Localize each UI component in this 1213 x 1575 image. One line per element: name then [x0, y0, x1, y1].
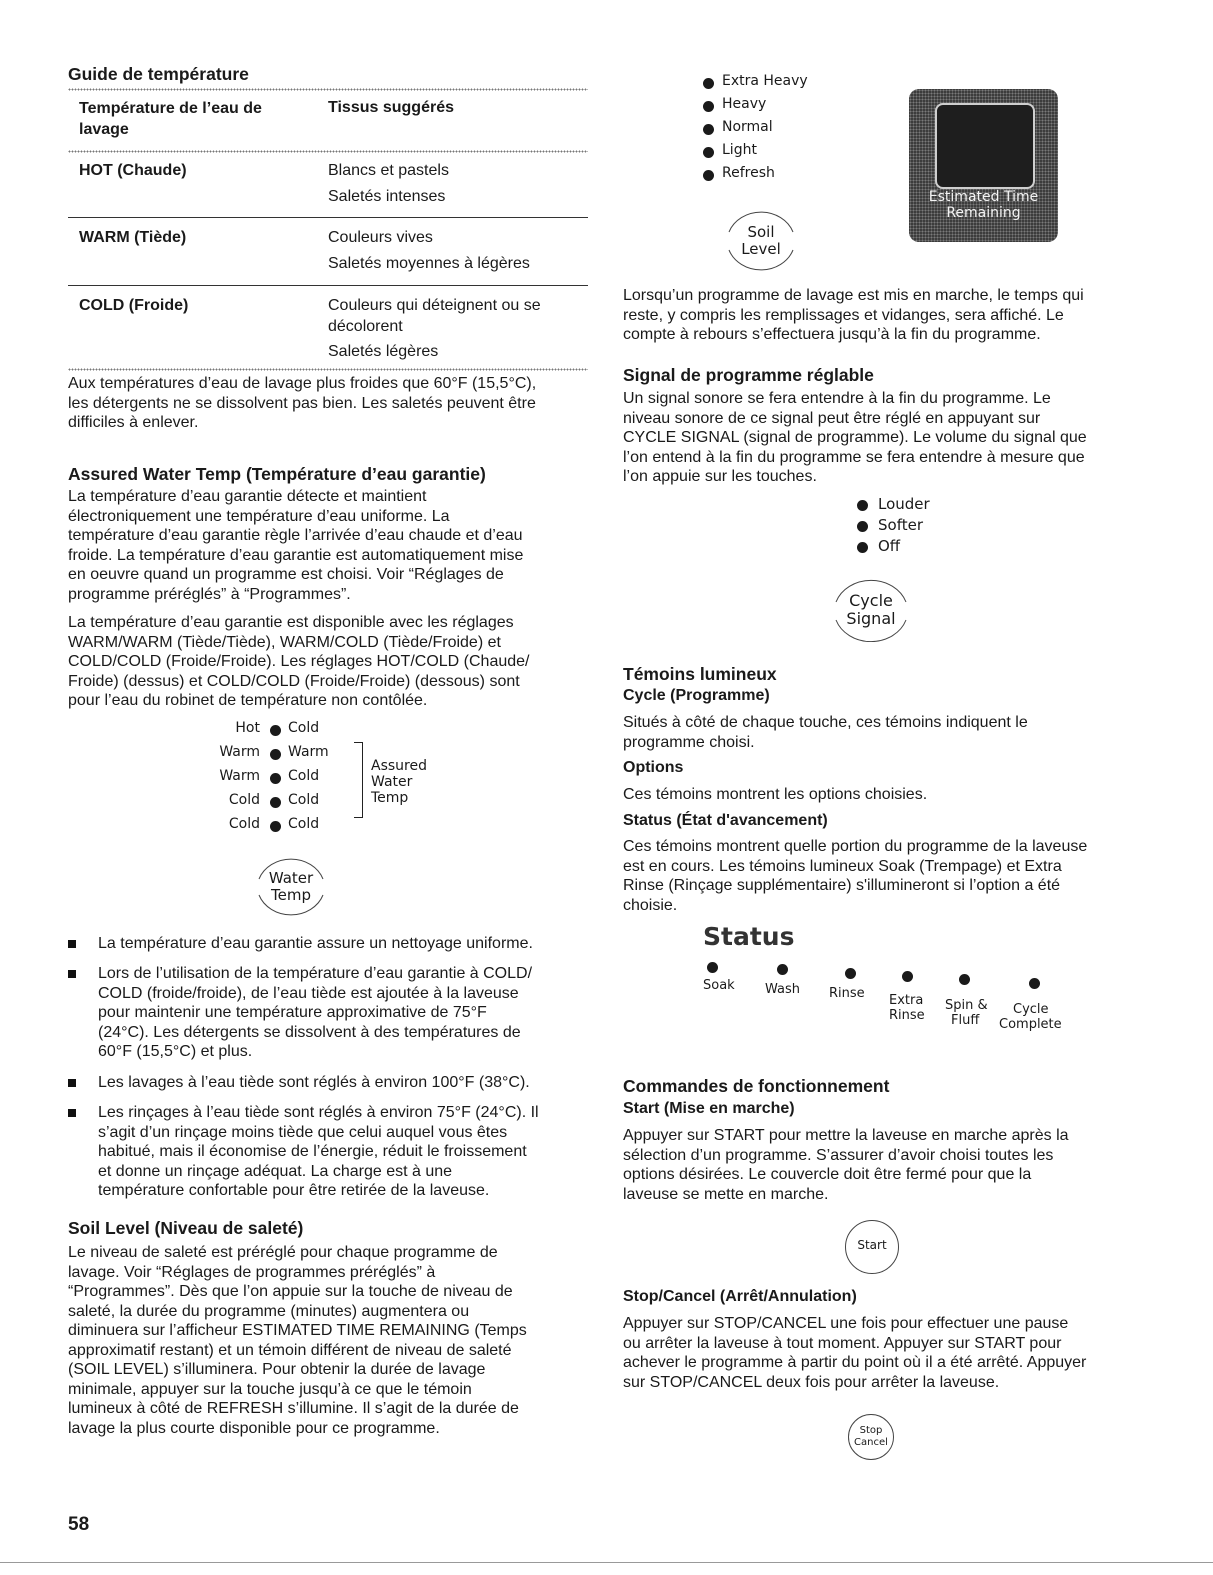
indicator-light	[845, 968, 856, 979]
temp-note: Aux températures d’eau de lavage plus froides que 60°F (15,5°C), les détergents ne se dissolvent pas bien. Les saletés peuvent être difficiles à enlever.	[68, 375, 537, 431]
fabric-line: Couleurs vives	[328, 229, 433, 246]
water-temp-button[interactable]	[251, 857, 331, 917]
indicator-light	[270, 725, 281, 736]
estimated-time-label: Estimated Time Remaining	[928, 189, 1039, 221]
temp-guide-title: Guide de température	[68, 64, 249, 84]
temp-option-top: Cold	[228, 792, 260, 808]
soil-level-button-label: Soil Level	[741, 223, 781, 258]
temp-cold: COLD (Froide)	[79, 297, 189, 314]
soil-level-button[interactable]	[721, 210, 801, 272]
indicator-light	[1029, 978, 1040, 989]
stop-subheading: Stop/Cancel (Arrêt/Annulation)	[623, 1288, 857, 1305]
bullet-marker	[68, 1109, 76, 1117]
indicator-light	[270, 797, 281, 808]
options-para: Ces témoins montrent les options choisies.	[623, 786, 928, 803]
start-button-label: Start	[857, 1238, 887, 1252]
signal-heading: Signal de programme réglable	[623, 365, 874, 385]
divider	[68, 88, 588, 91]
indicator-light	[777, 964, 788, 975]
indicator-light	[703, 147, 714, 158]
soil-heading: Soil Level (Niveau de saleté)	[68, 1218, 304, 1238]
stop-cancel-button-label: Stop Cancel	[854, 1425, 888, 1448]
temp-option-top: Warm	[219, 744, 260, 760]
indicator-light	[703, 124, 714, 135]
controls-heading: Commandes de fonctionnement	[623, 1076, 890, 1096]
estimated-time-display	[909, 89, 1058, 242]
fabric-line: Saletés moyennes à légères	[328, 255, 530, 272]
indicator-light	[270, 749, 281, 760]
temp-option-bottom: Cold	[288, 792, 320, 808]
start-button[interactable]	[845, 1220, 899, 1274]
cycle-signal-button-label: Cycle Signal	[846, 591, 896, 628]
status-para: Ces témoins montrent quelle portion du programme de la laveuse est en cours. Les témoins lumineux Soak (Trempage) et Extra Rinse (Rinçage supplémentaire) s'illumineront si l’option a été choisie.	[623, 838, 1088, 914]
fabric-line: Blancs et pastels	[328, 162, 449, 179]
assured-bracket	[354, 742, 363, 818]
temp-option-bottom: Cold	[288, 720, 320, 736]
temp-hot: HOT (Chaude)	[79, 162, 187, 179]
cycle-para: Situés à côté de chaque touche, ces témoins indiquent le programme choisi.	[623, 714, 1028, 751]
indicator-light	[857, 542, 868, 553]
assured-para-2: La température d’eau garantie est disponible avec les réglages WARM/WARM (Tiède/Tiède), WARM/COLD (Tiède/Froide) et COLD/COLD (Froide/Froide). Les réglages HOT/COLD (Chaude/ Froide) (dessus) et COLD/COLD (Froide/Froide) (dessous) sont pour l’eau du robinet de température non contôlée.	[68, 614, 530, 709]
divider	[68, 150, 588, 153]
water-temp-button-label: Water Temp	[268, 869, 314, 904]
soil-para: Le niveau de saleté est préréglé pour chaque programme de lavage. Voir “Réglages de programmes préréglés” à “Programmes”. Dès que l’on appuie sur la touche de niveau de saleté, la durée du programme (minutes) augmentera ou diminuera sur l’afficheur ESTIMATED TIME REMAINING (Temps approximatif restant) et un témoin différent de niveau de saleté (SOIL LEVEL) s’illuminera. Pour obtenir la durée de lavage minimale, appuyer sur la touche jusqu’à ce que le témoin lumineux à côté de REFRESH s’illumine. Il s’agit de la durée de lavage la plus courte disponible pour ce programme.	[68, 1244, 527, 1437]
indicator-light	[707, 962, 718, 973]
indicator-light	[270, 821, 281, 832]
page-number: 58	[68, 1514, 90, 1535]
indicator-light	[857, 500, 868, 511]
temp-option-bottom: Warm	[288, 744, 329, 760]
status-subheading: Status (État d'avancement)	[623, 812, 828, 829]
indicator-light	[703, 170, 714, 181]
start-para: Appuyer sur START pour mettre la laveuse en marche après la sélection d’un programme. S’assurer d’avoir choisi toutes les options désirées. Le couvercle doit être fermé pour que la laveuse se mette en marche.	[623, 1127, 1069, 1203]
temp-option-top: Warm	[219, 768, 260, 784]
status-panel: Status Soak Wash Rinse Extra Rinse Spin & Fluff Cycle Complete	[703, 922, 1062, 1032]
temp-option-top: Cold	[228, 816, 260, 832]
lights-heading: Témoins lumineux	[623, 664, 777, 684]
row-divider	[68, 217, 588, 218]
water-temp-panel	[218, 720, 518, 840]
fabric-line: décolorent	[328, 318, 403, 335]
bullet-marker	[68, 1079, 76, 1087]
temp-option-bottom: Cold	[288, 816, 320, 832]
time-screen	[935, 103, 1035, 189]
cycle-subheading: Cycle (Programme)	[623, 687, 770, 704]
row-divider	[68, 285, 588, 286]
fabric-line: Couleurs qui déteignent ou se	[328, 297, 541, 314]
options-subheading: Options	[623, 759, 684, 776]
page-edge-rule	[0, 1562, 1213, 1563]
cycle-signal-button[interactable]	[828, 578, 914, 642]
stop-cancel-button[interactable]	[848, 1414, 894, 1460]
temp-option-top: Hot	[235, 720, 260, 736]
assured-heading: Assured Water Temp (Température d’eau garantie)	[68, 464, 486, 484]
fabric-line: Saletés intenses	[328, 188, 446, 205]
divider	[68, 368, 588, 371]
temp-warm: WARM (Tiède)	[79, 229, 187, 246]
status-panel-title: Status	[703, 922, 795, 951]
stop-para: Appuyer sur STOP/CANCEL une fois pour effectuer une pause ou arrêter la laveuse à tout moment. Appuyer sur START pour achever le programme à partir du point où il a été arrêté. Appuyer sur STOP/CANCEL deux fois pour arrêter la laveuse.	[623, 1315, 1087, 1391]
indicator-light	[902, 971, 913, 982]
indicator-light	[270, 773, 281, 784]
bullet-marker	[68, 970, 76, 978]
temp-option-bottom: Cold	[288, 768, 320, 784]
assured-label: Assured Water Temp	[371, 758, 427, 806]
indicator-light	[857, 521, 868, 532]
assured-bullets: La température d’eau garantie assure un nettoyage uniforme. Lors de l’utilisation de la température d’eau garantie à COLD/ COLD (froide/froide), de l’eau tiède est ajoutée à la laveuse pour maintenir une température approximative de 75°F (24°C). Les détergents se dissolvent à des températures de 60°F (15,5°C) et plus. Les lavages à l’eau tiède sont réglés à environ 100°F (38°C). Les rinçages à l’eau tiède sont réglés à environ 75°F (24°C). Il s’agit d’un rinçage moins tiède que celui auquel vous êtes habitué, mais il économise de l’énergie, réduit le froissement et donne un rinçage adéquat. La charge est à une température confortable pour être retirée de la laveuse.	[68, 934, 593, 1234]
time-para: Lorsqu’un programme de lavage est mis en marche, le temps qui reste, y compris les remplissages et vidanges, sera affiché. Le compte à rebours s’effectuera jusqu’à la fin du programme.	[623, 287, 1084, 343]
indicator-light	[703, 78, 714, 89]
indicator-light	[703, 101, 714, 112]
fabric-column-header: Tissus suggérés	[328, 99, 454, 116]
assured-para-1: La température d’eau garantie détecte et maintient électroniquement une température d’eau uniforme. La température d’eau garantie règle l’arrivée d’eau chaude et d’eau froide. La température d’eau garantie est automatiquement mise en oeuvre quand un programme est choisi. Voir “Réglages de programme préréglés” à “Programmes”.	[68, 488, 524, 603]
signal-para: Un signal sonore se fera entendre à la fin du programme. Le niveau sonore de ce signal peut être réglé en appuyant sur CYCLE SIGNAL (signal de programme). Le volume du signal que l’on entend à la fin du programme se fera entendre à mesure que l’on appuie sur les touches.	[623, 390, 1087, 485]
bullet-marker	[68, 940, 76, 948]
fabric-line: Saletés légères	[328, 343, 439, 360]
temp-column-header: Température de l’eau de lavage	[79, 100, 262, 138]
start-subheading: Start (Mise en marche)	[623, 1100, 795, 1117]
indicator-light	[959, 974, 970, 985]
